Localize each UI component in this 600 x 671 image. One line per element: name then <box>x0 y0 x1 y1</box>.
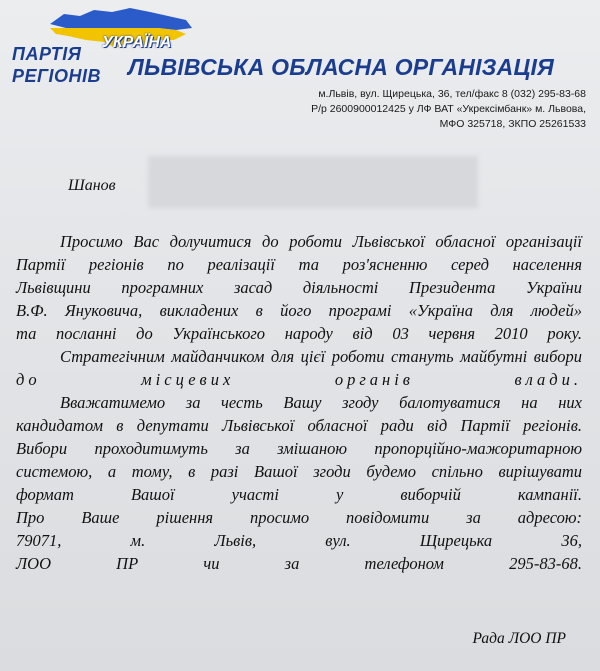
logo-line-1: ПАРТІЯ <box>12 44 82 64</box>
signature: Рада ЛОО ПР <box>472 630 566 647</box>
contact-codes: МФО 325718, ЗКПО 25261533 <box>439 118 586 130</box>
body-line: Просимо Вас долучитися до роботи Львівської обласної організації <box>60 232 582 251</box>
body-line: В.Ф. Януковича, викладених в його програмі «Україна для людей» <box>16 301 582 320</box>
body-line: Львівщини програмних засад діяльності Президента України <box>16 278 582 297</box>
body-line: Стратегічним майданчиком для цієї роботи стануть майбутні вибори <box>60 347 582 366</box>
contact-bank: Р/р 2600900012425 у ЛФ ВАТ «Укрексімбанк» м. Львова, <box>311 103 586 115</box>
body-line: кандидатом в депутати Львівської обласної ради від Партії регіонів. <box>16 416 582 435</box>
body-line: Про Ваше рішення просимо повідомити за адресою: <box>16 508 582 527</box>
body-line: ЛОО ПР чи за телефоном 295-83-68. <box>16 554 582 573</box>
body-line: Партії регіонів по реалізації та роз'ясненню серед населення <box>16 255 582 274</box>
body-line: 79071, м. Львів, вул. Щирецька 36, <box>16 531 582 550</box>
body-line: формат Вашої участі у виборчій кампанії. <box>16 485 582 504</box>
logo-word: УКРАЇНА <box>102 34 172 51</box>
body-line: Вважатимемо за честь Вашу згоду балотуватися на них <box>60 393 582 412</box>
body-line: системою, а тому, в разі Вашої згоди будемо спільно вирішувати <box>16 462 582 481</box>
redacted-name-area <box>148 156 478 208</box>
body-line: та посланні до Українського народу від 03 червня 2010 року. <box>16 324 582 343</box>
logo-line-2: РЕГІОНІВ <box>12 66 102 86</box>
letter-body <box>16 230 582 575</box>
body-line: Вибори проходитимуть за змішаною пропорційно-мажоритарною <box>16 439 582 458</box>
contact-address: м.Львів, вул. Щирецька, 36, тел/факс 8 (032) 295-83-68 <box>318 88 586 100</box>
greeting: Шанов <box>68 177 116 194</box>
org-title: ЛЬВІВСЬКА ОБЛАСНА ОРГАНІЗАЦІЯ <box>128 54 554 80</box>
body-line: до місцевих органів влади. <box>16 370 582 389</box>
